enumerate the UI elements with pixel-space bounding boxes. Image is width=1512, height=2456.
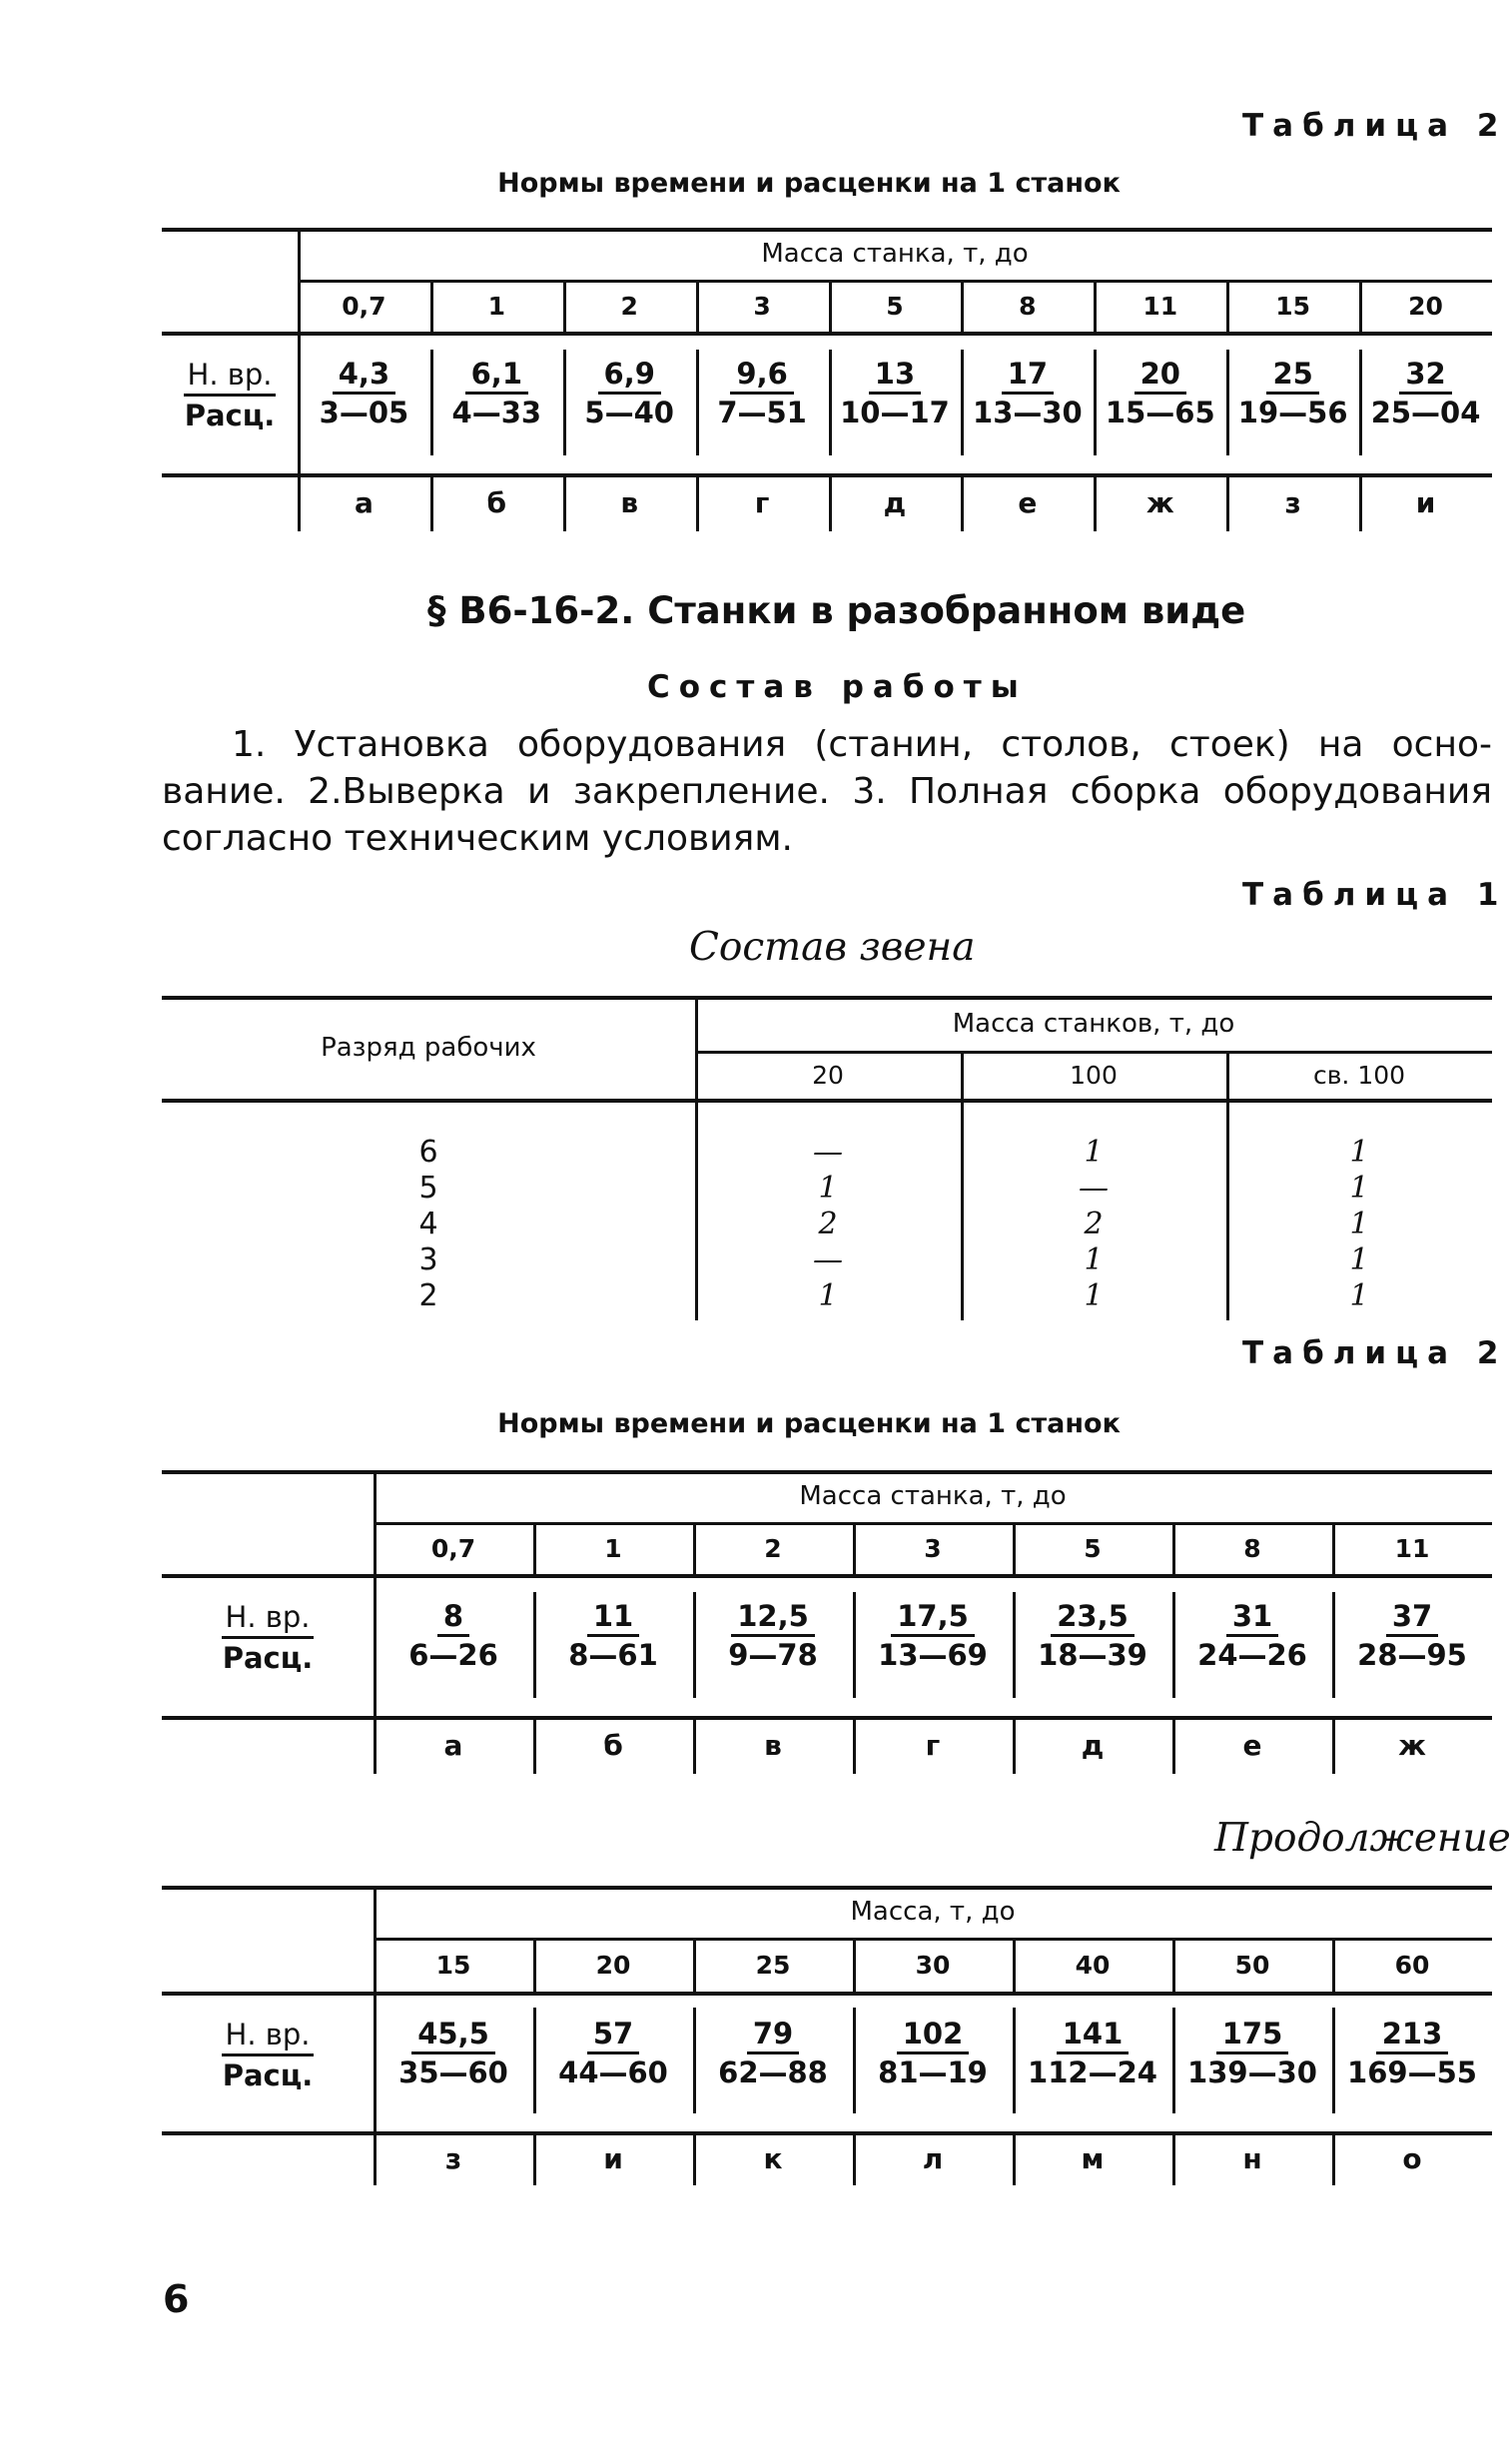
rate-value: 5—40: [584, 396, 674, 429]
team-column: [961, 1135, 1226, 1314]
table-label: Таблица 2: [1242, 108, 1508, 144]
column-header: 25: [755, 1950, 791, 1980]
rate-value: 4—33: [451, 396, 542, 429]
norm-value: 11: [587, 1598, 639, 1637]
worker-grade: 6: [418, 1135, 438, 1170]
column-header: св. 100: [1312, 1060, 1406, 1090]
column-header: 20: [1408, 291, 1443, 321]
column-header: 1: [604, 1533, 622, 1563]
norm-value: 6,1: [465, 356, 528, 395]
table-rule: [162, 1574, 1492, 1578]
column-header: 50: [1234, 1950, 1270, 1980]
column-header: 11: [1142, 291, 1178, 321]
rate-value: 10—17: [840, 396, 950, 429]
column-letter: г: [925, 1728, 941, 1762]
row-label-rate: Расц.: [222, 2058, 314, 2092]
column-letter: е: [1242, 1728, 1262, 1762]
norm-value: 17: [1002, 356, 1054, 395]
column-header: 15: [1275, 291, 1311, 321]
column-letter: н: [1242, 2141, 1262, 2175]
norm-rate-cell: [563, 356, 696, 430]
continuation-label: Продолжение: [1214, 1816, 1511, 1861]
worker-count: 2: [818, 1207, 838, 1241]
norm-value: 31: [1226, 1598, 1278, 1637]
column-letter: в: [620, 485, 639, 519]
column-header: 1: [487, 291, 506, 321]
rate-value: 8—61: [568, 1638, 658, 1672]
column-letter: б: [486, 485, 507, 519]
norm-rate-cell: [1013, 2016, 1172, 2090]
row-label: [162, 1598, 374, 1677]
row-label-norm: Н. вр.: [222, 1598, 315, 1639]
worker-count: 1: [1084, 1278, 1104, 1313]
column-header: 2: [620, 291, 638, 321]
section-heading: § В6-16-2. Станки в разобранном виде: [427, 589, 1246, 632]
worker-count: 1: [1349, 1207, 1369, 1241]
rate-value: 44—60: [558, 2055, 668, 2089]
norm-rate-cell: [533, 1598, 693, 1673]
rate-value: 9—78: [728, 1638, 818, 1672]
table-label: Таблица 1: [1242, 877, 1508, 913]
worker-count: —: [813, 1135, 843, 1170]
column-letter: д: [1081, 1728, 1105, 1762]
table-rule: [162, 332, 1492, 336]
row-header: Разряд рабочих: [321, 1032, 536, 1063]
norm-rate-cell: [430, 356, 563, 430]
rate-value: 13—69: [878, 1638, 988, 1672]
worker-grade: 2: [418, 1278, 438, 1313]
norm-value: 79: [747, 2016, 799, 2054]
table-caption: Состав звена: [689, 925, 976, 970]
table-label: Таблица 2: [1242, 1335, 1508, 1371]
norm-value: 4,3: [333, 356, 395, 395]
column-letter: в: [764, 1728, 782, 1762]
rate-value: 62—88: [718, 2055, 828, 2089]
column-header: 11: [1394, 1533, 1430, 1563]
rate-value: 28—95: [1357, 1638, 1467, 1672]
worker-count: —: [813, 1242, 843, 1277]
table-caption: Нормы времени и расценки на 1 станок: [497, 1408, 1121, 1439]
team-column: [1226, 1135, 1492, 1314]
column-letter: б: [603, 1728, 623, 1762]
rate-value: 13—30: [973, 396, 1083, 429]
norm-rate-cell: [374, 2016, 533, 2090]
norm-rate-cell: [533, 2016, 693, 2090]
norm-value: 6,9: [598, 356, 661, 395]
column-letter: а: [443, 1728, 463, 1762]
norm-value: 102: [897, 2016, 970, 2054]
page-number: 6: [163, 2277, 190, 2321]
norm-value: 45,5: [411, 2016, 495, 2054]
norm-value: 23,5: [1051, 1598, 1134, 1637]
norm-value: 13: [869, 356, 921, 395]
column-letter: л: [922, 2141, 944, 2175]
worker-count: 1: [1084, 1242, 1104, 1277]
column-header: 100: [1070, 1060, 1118, 1090]
norm-value: 8: [437, 1598, 469, 1637]
norm-rate-cell: [696, 356, 829, 430]
rate-value: 15—65: [1105, 396, 1215, 429]
worker-count: 1: [1349, 1242, 1369, 1277]
column-letter: м: [1081, 2141, 1105, 2175]
worker-count: 1: [1349, 1171, 1369, 1206]
table-caption: Нормы времени и расценки на 1 станок: [497, 168, 1121, 199]
norm-value: 141: [1057, 2016, 1130, 2054]
column-letter: к: [763, 2141, 783, 2175]
worker-grade: 5: [418, 1171, 438, 1206]
norm-value: 32: [1399, 356, 1451, 395]
column-letter: и: [603, 2141, 623, 2175]
rate-value: 139—30: [1187, 2055, 1317, 2089]
worker-count: 1: [1084, 1135, 1104, 1170]
column-header: 60: [1394, 1950, 1430, 1980]
norm-rate-cell: [298, 356, 430, 430]
rate-value: 169—55: [1347, 2055, 1477, 2089]
norm-rate-cell: [961, 356, 1094, 430]
paragraph-line: вание. 2.Выверка и закрепление. 3. Полная сборка оборудования: [162, 771, 1492, 812]
worker-count: 1: [1349, 1135, 1369, 1170]
worker-grade: 4: [418, 1207, 438, 1241]
row-label-rate: Расц.: [184, 399, 276, 432]
worker-grade: 3: [418, 1242, 438, 1277]
rate-value: 24—26: [1197, 1638, 1307, 1672]
worker-count: —: [1079, 1171, 1109, 1206]
work-description: [162, 721, 1492, 862]
column-letter: и: [1415, 485, 1436, 519]
row-label-norm: Н. вр.: [184, 356, 277, 397]
rate-value: 35—60: [398, 2055, 508, 2089]
norm-rate-cell: [1094, 356, 1226, 430]
norm-rate-cell: [1013, 1598, 1172, 1673]
norm-rate-cell: [1226, 356, 1359, 430]
column-letter: о: [1402, 2141, 1422, 2175]
column-header: 8: [1243, 1533, 1261, 1563]
paragraph-line: согласно техническим условиям.: [162, 818, 793, 859]
row-label: [162, 356, 298, 434]
norm-value: 57: [587, 2016, 639, 2054]
group-header: Масса станка, т, до: [761, 239, 1029, 269]
worker-count: 2: [1084, 1207, 1104, 1241]
row-label-norm: Н. вр.: [222, 2016, 315, 2056]
norm-value: 37: [1386, 1598, 1438, 1637]
column-header: 0,7: [342, 291, 386, 321]
norm-rate-cell: [1359, 356, 1492, 430]
column-header: 5: [886, 291, 904, 321]
table-rule: [162, 1992, 1492, 1996]
rate-value: 112—24: [1028, 2055, 1157, 2089]
grade-column: [162, 1135, 695, 1314]
column-letter: д: [883, 485, 907, 519]
column-header: 2: [764, 1533, 782, 1563]
group-header: Масса станка, т, до: [799, 1481, 1067, 1511]
column-header: 3: [753, 291, 771, 321]
column-header: 15: [435, 1950, 471, 1980]
row-label: [162, 2016, 374, 2094]
norm-value: 20: [1134, 356, 1186, 395]
norm-value: 175: [1216, 2016, 1289, 2054]
worker-count: 1: [818, 1278, 838, 1313]
norm-rate-cell: [1332, 1598, 1492, 1673]
team-column: [695, 1135, 961, 1314]
norm-value: 213: [1376, 2016, 1449, 2054]
column-letter: з: [1284, 485, 1301, 519]
rate-value: 7—51: [717, 396, 807, 429]
norm-value: 17,5: [891, 1598, 975, 1637]
norm-rate-cell: [1172, 2016, 1332, 2090]
norm-rate-cell: [1172, 1598, 1332, 1673]
norm-rate-cell: [693, 1598, 853, 1673]
column-header: 20: [595, 1950, 631, 1980]
column-header: 0,7: [430, 1533, 476, 1563]
worker-count: 1: [818, 1171, 838, 1206]
column-letter: з: [444, 2141, 462, 2175]
column-header: 20: [812, 1060, 844, 1090]
column-header: 30: [915, 1950, 951, 1980]
column-header: 5: [1084, 1533, 1102, 1563]
column-letter: е: [1018, 485, 1038, 519]
group-header: Масса станков, т, до: [952, 1008, 1235, 1039]
rate-value: 6—26: [408, 1638, 498, 1672]
column-header: 8: [1019, 291, 1037, 321]
column-letter: а: [354, 485, 374, 519]
norm-rate-cell: [374, 1598, 533, 1673]
norm-rate-cell: [1332, 2016, 1492, 2090]
rate-value: 25—04: [1370, 396, 1481, 429]
column-letter: ж: [1145, 485, 1174, 519]
group-header: Масса, т, до: [850, 1897, 1016, 1927]
norm-value: 25: [1266, 356, 1318, 395]
norm-rate-cell: [853, 2016, 1013, 2090]
column-header: 40: [1075, 1950, 1111, 1980]
norm-value: 12,5: [731, 1598, 815, 1637]
norm-rate-cell: [693, 2016, 853, 2090]
row-label-rate: Расц.: [222, 1641, 314, 1675]
worker-count: 1: [1349, 1278, 1369, 1313]
norm-value: 9,6: [730, 356, 793, 395]
rate-value: 18—39: [1038, 1638, 1147, 1672]
norm-rate-cell: [829, 356, 962, 430]
column-header: 3: [924, 1533, 942, 1563]
column-letter: г: [754, 485, 770, 519]
rate-value: 19—56: [1237, 396, 1348, 429]
paragraph-line: 1. Установка оборудования (станин, столов, стоек) на осно-: [232, 724, 1492, 765]
column-letter: ж: [1398, 1728, 1426, 1762]
section-subheading: Состав работы: [647, 669, 1028, 705]
table-rule: [162, 1099, 1492, 1103]
rate-value: 3—05: [319, 396, 409, 429]
rate-value: 81—19: [878, 2055, 988, 2089]
norm-rate-cell: [853, 1598, 1013, 1673]
